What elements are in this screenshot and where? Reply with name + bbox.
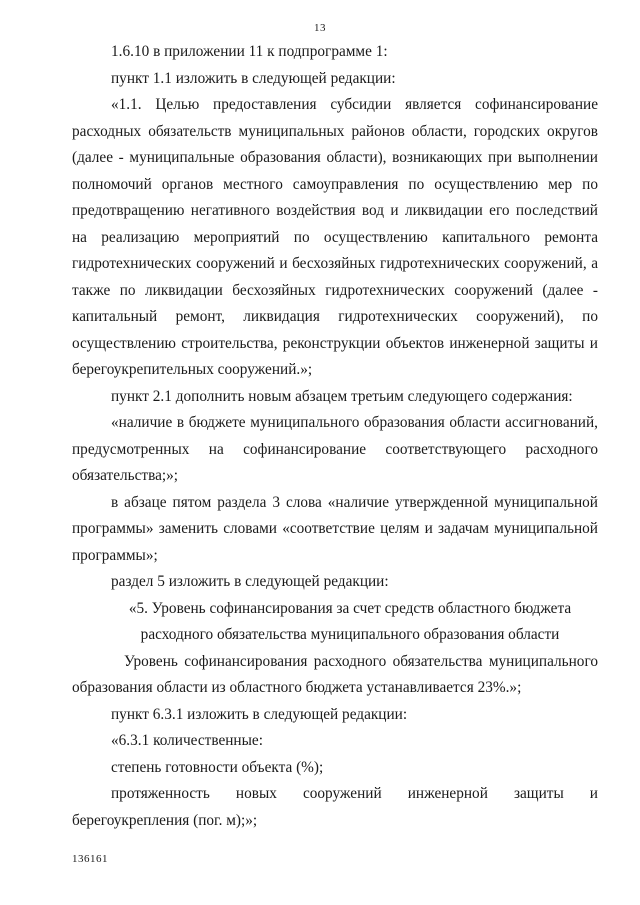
paragraph-quote-1-1: «1.1. Целью предоставления субсидии является софинансирование расходных обязательств муниципальных районов области, городских округов (далее - муниципальные образования области), возникающих при выполнении полномочий органов местного самоуправления по осуществлению мер по предотвращению негативного воздействия вод и ликвидации его последствий на реализацию мероприятий по осуществлению капитального ремонта гидротехнических сооружений и бесхозяйных гидротехнических сооружений, а также по ликвидации бесхозяйных гидротехнических сооружений (далее - капитальный ремонт, ликвидация гидротехнических сооружений), по осуществлению строительства, реконструкции объектов инженерной защиты и берегоукрепительных сооружений.»;: [72, 96, 598, 378]
paragraph-section-5: раздел 5 изложить в следующей редакции:: [111, 573, 389, 590]
paragraph-cofinancing-level: Уровень софинансирования расходного обязательства муниципального образования области из областного бюджета устанавливается 23%.»;: [72, 652, 598, 696]
section-5-heading-line-2: расходного обязательства муниципального образования области: [140, 626, 560, 643]
paragraph-quote-budget: «наличие в бюджете муниципального образования области ассигнований, предусмотренных на софинансирование соответствующего расходного обязательства;»;: [72, 414, 598, 484]
paragraph-length: протяженность новых сооружений инженерной защиты и берегоукрепления (пог. м);»;: [72, 785, 598, 829]
document-body: [72, 39, 598, 834]
paragraph-point-2-1: пункт 2.1 дополнить новым абзацем третьим следующего содержания:: [111, 387, 573, 405]
paragraph-point-6-3-1: пункт 6.3.1 изложить в следующей редакции:: [111, 705, 408, 723]
paragraph-section-3: в абзаце пятом раздела 3 слова «наличие утвержденной муниципальной программы» заменить словами «соответствие целям и задачам муниципальной программы»;: [72, 493, 598, 564]
paragraph-point-1-1: пункт 1.1 изложить в следующей редакции:: [111, 69, 396, 87]
paragraph-readiness: степень готовности объекта (%);: [111, 758, 324, 776]
page-number: 13: [314, 22, 326, 34]
section-5-heading-line-1: «5. Уровень софинансирования за счет средств областного бюджета: [128, 599, 572, 617]
footer-document-code: 136161: [72, 853, 108, 865]
paragraph-quote-6-3-1: «6.3.1 количественные:: [111, 732, 263, 749]
paragraph-item-1-6-10: 1.6.10 в приложении 11 к подпрограмме 1:: [111, 43, 388, 60]
